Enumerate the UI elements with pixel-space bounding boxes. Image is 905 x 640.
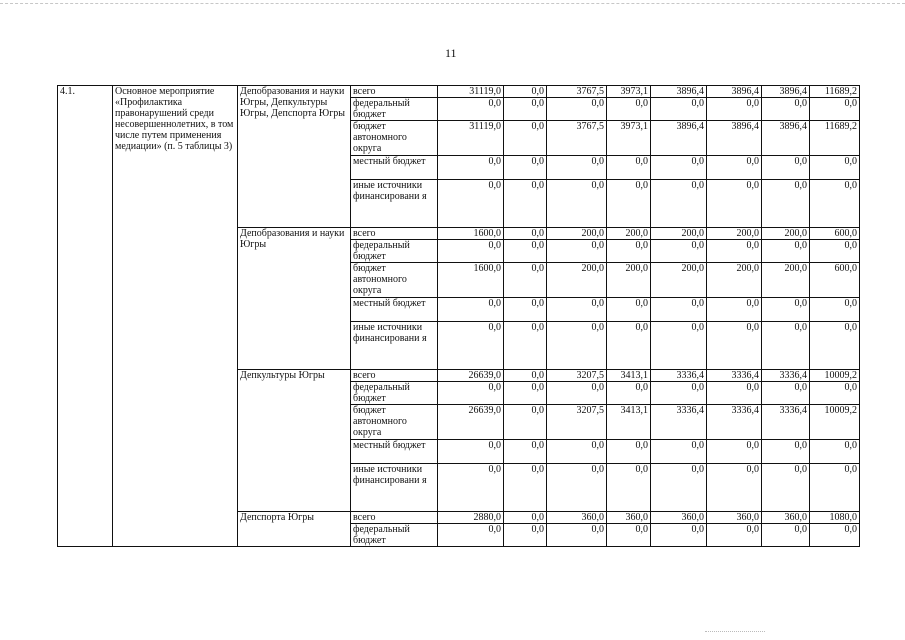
amount-cell: 0,0 bbox=[651, 322, 707, 370]
amount-cell: 0,0 bbox=[438, 524, 504, 547]
amount-cell: 0,0 bbox=[607, 298, 651, 322]
amount-cell: 10009,2 bbox=[810, 370, 860, 382]
amount-cell: 0,0 bbox=[762, 464, 810, 512]
amount-cell: 0,0 bbox=[607, 524, 651, 547]
amount-cell: 31119,0 bbox=[438, 86, 504, 98]
amount-cell: 3413,1 bbox=[607, 405, 651, 440]
amount-cell: 0,0 bbox=[438, 98, 504, 121]
funding-source-label: федеральный бюджет bbox=[351, 240, 438, 263]
amount-cell: 0,0 bbox=[547, 382, 607, 405]
amount-cell: 0,0 bbox=[547, 440, 607, 464]
amount-cell: 3413,1 bbox=[607, 370, 651, 382]
amount-cell: 0,0 bbox=[651, 298, 707, 322]
amount-cell: 0,0 bbox=[707, 524, 762, 547]
amount-cell: 0,0 bbox=[762, 98, 810, 121]
amount-cell: 0,0 bbox=[762, 156, 810, 180]
amount-cell: 0,0 bbox=[810, 156, 860, 180]
amount-cell: 0,0 bbox=[504, 228, 547, 240]
funding-source-label: федеральный бюджет bbox=[351, 524, 438, 547]
amount-cell: 0,0 bbox=[810, 464, 860, 512]
amount-cell: 0,0 bbox=[504, 464, 547, 512]
table-row bbox=[58, 86, 860, 98]
page-number: 11 bbox=[445, 46, 457, 60]
amount-cell: 360,0 bbox=[547, 512, 607, 524]
amount-cell: 0,0 bbox=[707, 464, 762, 512]
amount-cell: 360,0 bbox=[707, 512, 762, 524]
amount-cell: 3336,4 bbox=[762, 405, 810, 440]
amount-cell: 0,0 bbox=[504, 370, 547, 382]
amount-cell: 0,0 bbox=[504, 180, 547, 228]
amount-cell: 0,0 bbox=[651, 98, 707, 121]
executor-name: Депкультуры Югры bbox=[238, 370, 351, 512]
amount-cell: 200,0 bbox=[607, 228, 651, 240]
funding-source-label: иные источники финансировани я bbox=[351, 464, 438, 512]
amount-cell: 3896,4 bbox=[707, 121, 762, 156]
amount-cell: 0,0 bbox=[707, 240, 762, 263]
amount-cell: 200,0 bbox=[651, 263, 707, 298]
amount-cell: 3336,4 bbox=[651, 405, 707, 440]
funding-source-label: всего bbox=[351, 512, 438, 524]
funding-source-label: иные источники финансировани я bbox=[351, 322, 438, 370]
amount-cell: 0,0 bbox=[707, 322, 762, 370]
amount-cell: 3767,5 bbox=[547, 86, 607, 98]
amount-cell: 0,0 bbox=[504, 524, 547, 547]
amount-cell: 26639,0 bbox=[438, 370, 504, 382]
amount-cell: 3767,5 bbox=[547, 121, 607, 156]
amount-cell: 0,0 bbox=[607, 322, 651, 370]
funding-source-label: бюджет автономного округа bbox=[351, 263, 438, 298]
amount-cell: 3336,4 bbox=[707, 405, 762, 440]
amount-cell: 0,0 bbox=[707, 180, 762, 228]
amount-cell: 600,0 bbox=[810, 263, 860, 298]
executor-name: Депспорта Югры bbox=[238, 512, 351, 547]
amount-cell: 0,0 bbox=[547, 156, 607, 180]
amount-cell: 0,0 bbox=[651, 180, 707, 228]
amount-cell: 0,0 bbox=[504, 298, 547, 322]
amount-cell: 3207,5 bbox=[547, 405, 607, 440]
amount-cell: 0,0 bbox=[810, 98, 860, 121]
amount-cell: 0,0 bbox=[707, 440, 762, 464]
amount-cell: 0,0 bbox=[607, 98, 651, 121]
amount-cell: 0,0 bbox=[762, 180, 810, 228]
amount-cell: 0,0 bbox=[504, 240, 547, 263]
amount-cell: 0,0 bbox=[762, 298, 810, 322]
amount-cell: 0,0 bbox=[651, 240, 707, 263]
executor-name: Депобразования и науки Югры, Депкультуры Югры, Депспорта Югры bbox=[238, 86, 351, 228]
amount-cell: 0,0 bbox=[810, 298, 860, 322]
amount-cell: 0,0 bbox=[438, 464, 504, 512]
amount-cell: 200,0 bbox=[707, 263, 762, 298]
amount-cell: 360,0 bbox=[762, 512, 810, 524]
amount-cell: 200,0 bbox=[651, 228, 707, 240]
amount-cell: 0,0 bbox=[547, 464, 607, 512]
amount-cell: 3207,5 bbox=[547, 370, 607, 382]
funding-source-label: всего bbox=[351, 370, 438, 382]
amount-cell: 0,0 bbox=[547, 240, 607, 263]
amount-cell: 3896,4 bbox=[707, 86, 762, 98]
budget-table bbox=[57, 85, 860, 547]
amount-cell: 0,0 bbox=[607, 240, 651, 263]
amount-cell: 0,0 bbox=[810, 240, 860, 263]
amount-cell: 0,0 bbox=[810, 180, 860, 228]
amount-cell: 0,0 bbox=[438, 382, 504, 405]
amount-cell: 0,0 bbox=[651, 524, 707, 547]
amount-cell: 0,0 bbox=[438, 298, 504, 322]
amount-cell: 200,0 bbox=[607, 263, 651, 298]
executor-name: Депобразования и науки Югры bbox=[238, 228, 351, 370]
amount-cell: 0,0 bbox=[810, 524, 860, 547]
amount-cell: 0,0 bbox=[504, 405, 547, 440]
amount-cell: 0,0 bbox=[504, 263, 547, 298]
amount-cell: 1600,0 bbox=[438, 228, 504, 240]
amount-cell: 0,0 bbox=[762, 524, 810, 547]
amount-cell: 0,0 bbox=[438, 322, 504, 370]
amount-cell: 3896,4 bbox=[762, 86, 810, 98]
amount-cell: 0,0 bbox=[607, 464, 651, 512]
amount-cell: 0,0 bbox=[547, 322, 607, 370]
amount-cell: 0,0 bbox=[810, 382, 860, 405]
amount-cell: 360,0 bbox=[607, 512, 651, 524]
funding-source-label: всего bbox=[351, 86, 438, 98]
amount-cell: 26639,0 bbox=[438, 405, 504, 440]
amount-cell: 31119,0 bbox=[438, 121, 504, 156]
amount-cell: 1600,0 bbox=[438, 263, 504, 298]
amount-cell: 0,0 bbox=[651, 156, 707, 180]
program-name: Основное мероприятие «Профилактика правонарушений среди несовершеннолетних, в том числе путем применения медиации» (п. 5 таблицы 3) bbox=[113, 86, 238, 547]
amount-cell: 3336,4 bbox=[762, 370, 810, 382]
amount-cell: 0,0 bbox=[547, 524, 607, 547]
amount-cell: 0,0 bbox=[607, 440, 651, 464]
amount-cell: 0,0 bbox=[504, 98, 547, 121]
funding-source-label: бюджет автономного округа bbox=[351, 405, 438, 440]
amount-cell: 200,0 bbox=[547, 228, 607, 240]
amount-cell: 0,0 bbox=[438, 180, 504, 228]
funding-source-label: иные источники финансировани я bbox=[351, 180, 438, 228]
amount-cell: 360,0 bbox=[651, 512, 707, 524]
amount-cell: 200,0 bbox=[547, 263, 607, 298]
funding-source-label: бюджет автономного округа bbox=[351, 121, 438, 156]
amount-cell: 11689,2 bbox=[810, 86, 860, 98]
amount-cell: 0,0 bbox=[707, 98, 762, 121]
amount-cell: 0,0 bbox=[504, 512, 547, 524]
amount-cell: 0,0 bbox=[547, 180, 607, 228]
scan-artifact-line bbox=[705, 631, 765, 632]
amount-cell: 0,0 bbox=[707, 156, 762, 180]
amount-cell: 10009,2 bbox=[810, 405, 860, 440]
amount-cell: 0,0 bbox=[504, 322, 547, 370]
amount-cell: 0,0 bbox=[438, 156, 504, 180]
amount-cell: 0,0 bbox=[810, 322, 860, 370]
amount-cell: 200,0 bbox=[762, 228, 810, 240]
amount-cell: 3896,4 bbox=[651, 121, 707, 156]
amount-cell: 0,0 bbox=[651, 440, 707, 464]
amount-cell: 3973,1 bbox=[607, 86, 651, 98]
amount-cell: 0,0 bbox=[762, 382, 810, 405]
amount-cell: 0,0 bbox=[651, 464, 707, 512]
funding-source-label: федеральный бюджет bbox=[351, 382, 438, 405]
program-code: 4.1. bbox=[58, 86, 113, 547]
amount-cell: 1080,0 bbox=[810, 512, 860, 524]
funding-source-label: местный бюджет bbox=[351, 440, 438, 464]
amount-cell: 2880,0 bbox=[438, 512, 504, 524]
amount-cell: 600,0 bbox=[810, 228, 860, 240]
amount-cell: 0,0 bbox=[547, 98, 607, 121]
amount-cell: 3973,1 bbox=[607, 121, 651, 156]
amount-cell: 11689,2 bbox=[810, 121, 860, 156]
amount-cell: 0,0 bbox=[504, 382, 547, 405]
amount-cell: 0,0 bbox=[762, 440, 810, 464]
funding-source-label: местный бюджет bbox=[351, 156, 438, 180]
amount-cell: 0,0 bbox=[707, 382, 762, 405]
amount-cell: 3896,4 bbox=[762, 121, 810, 156]
amount-cell: 200,0 bbox=[762, 263, 810, 298]
amount-cell: 0,0 bbox=[607, 180, 651, 228]
amount-cell: 0,0 bbox=[438, 240, 504, 263]
funding-source-label: федеральный бюджет bbox=[351, 98, 438, 121]
amount-cell: 0,0 bbox=[607, 382, 651, 405]
amount-cell: 0,0 bbox=[651, 382, 707, 405]
scan-edge-line bbox=[0, 3, 905, 4]
amount-cell: 3336,4 bbox=[651, 370, 707, 382]
amount-cell: 0,0 bbox=[504, 86, 547, 98]
amount-cell: 0,0 bbox=[810, 440, 860, 464]
amount-cell: 0,0 bbox=[762, 322, 810, 370]
amount-cell: 0,0 bbox=[547, 298, 607, 322]
funding-source-label: всего bbox=[351, 228, 438, 240]
amount-cell: 3896,4 bbox=[651, 86, 707, 98]
funding-source-label: местный бюджет bbox=[351, 298, 438, 322]
amount-cell: 0,0 bbox=[707, 298, 762, 322]
amount-cell: 0,0 bbox=[762, 240, 810, 263]
amount-cell: 3336,4 bbox=[707, 370, 762, 382]
amount-cell: 0,0 bbox=[504, 440, 547, 464]
amount-cell: 0,0 bbox=[504, 156, 547, 180]
amount-cell: 0,0 bbox=[607, 156, 651, 180]
amount-cell: 200,0 bbox=[707, 228, 762, 240]
amount-cell: 0,0 bbox=[504, 121, 547, 156]
amount-cell: 0,0 bbox=[438, 440, 504, 464]
